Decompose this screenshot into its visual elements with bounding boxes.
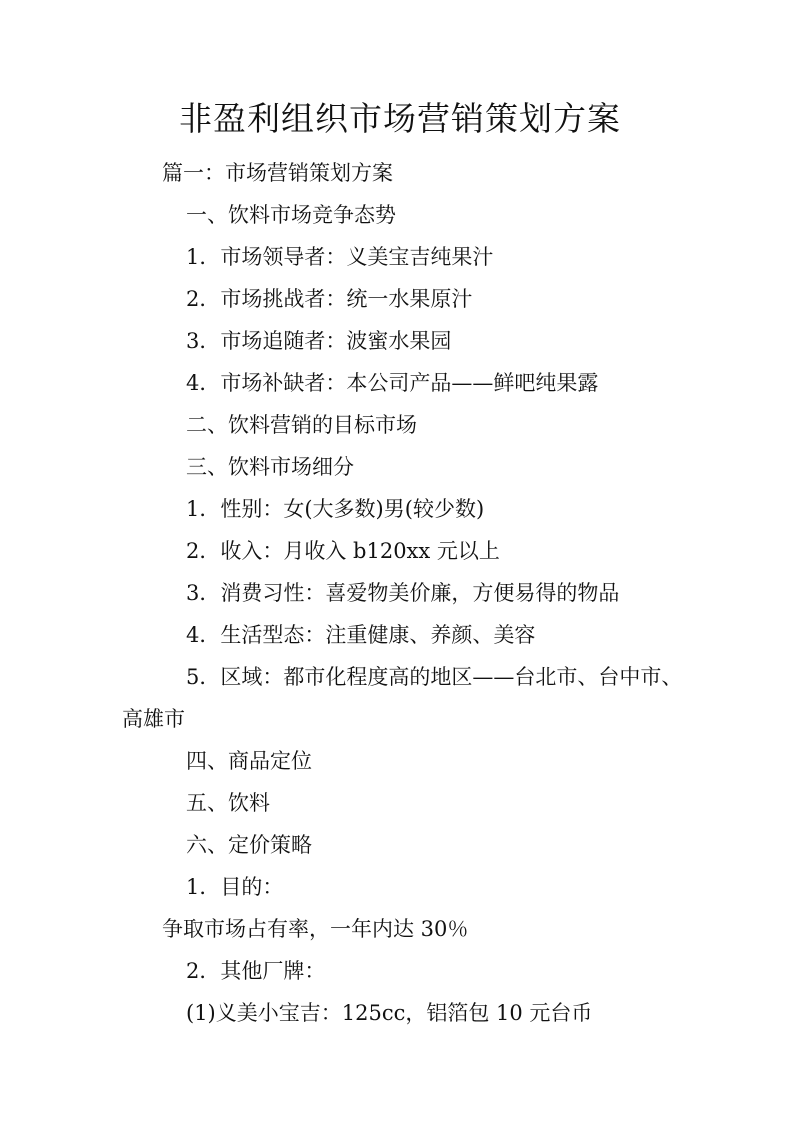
section-heading: 一、饮料市场竞争态势 bbox=[186, 203, 396, 227]
document-title: 非盈利组织市场营销策划方案 bbox=[179, 99, 621, 138]
list-item: 2．其他厂牌： bbox=[186, 959, 326, 983]
section-heading: 五、饮料 bbox=[186, 791, 270, 815]
body-paragraph: 争取市场占有率，一年内达 30％ bbox=[162, 917, 469, 941]
list-item: 1．性别：女(大多数)男(较少数) bbox=[186, 497, 485, 521]
list-item: 3．市场追随者：波蜜水果园 bbox=[186, 329, 452, 353]
list-item-continuation: 高雄市 bbox=[122, 707, 185, 731]
list-item: 2．市场挑战者：统一水果原汁 bbox=[186, 287, 473, 311]
list-item: 4．市场补缺者：本公司产品——鲜吧纯果露 bbox=[186, 371, 599, 395]
section-heading: 二、饮料营销的目标市场 bbox=[186, 413, 417, 437]
list-item: (1)义美小宝吉：125cc，铝箔包 10 元台币 bbox=[186, 1001, 593, 1025]
list-item: 2．收入：月收入 b120xx 元以上 bbox=[186, 539, 500, 563]
list-item: 4．生活型态：注重健康、养颜、美容 bbox=[186, 623, 536, 647]
list-item: 3．消费习性：喜爱物美价廉，方便易得的物品 bbox=[186, 581, 620, 605]
section-heading: 四、商品定位 bbox=[186, 749, 312, 773]
list-item: 1．目的： bbox=[186, 875, 284, 899]
list-item: 1．市场领导者：义美宝吉纯果汁 bbox=[186, 245, 494, 269]
section-heading: 篇一：市场营销策划方案 bbox=[162, 161, 393, 185]
section-heading: 六、定价策略 bbox=[186, 833, 312, 857]
section-heading: 三、饮料市场细分 bbox=[186, 455, 354, 479]
list-item: 5．区域：都市化程度高的地区——台北市、台中市、 bbox=[186, 665, 683, 689]
